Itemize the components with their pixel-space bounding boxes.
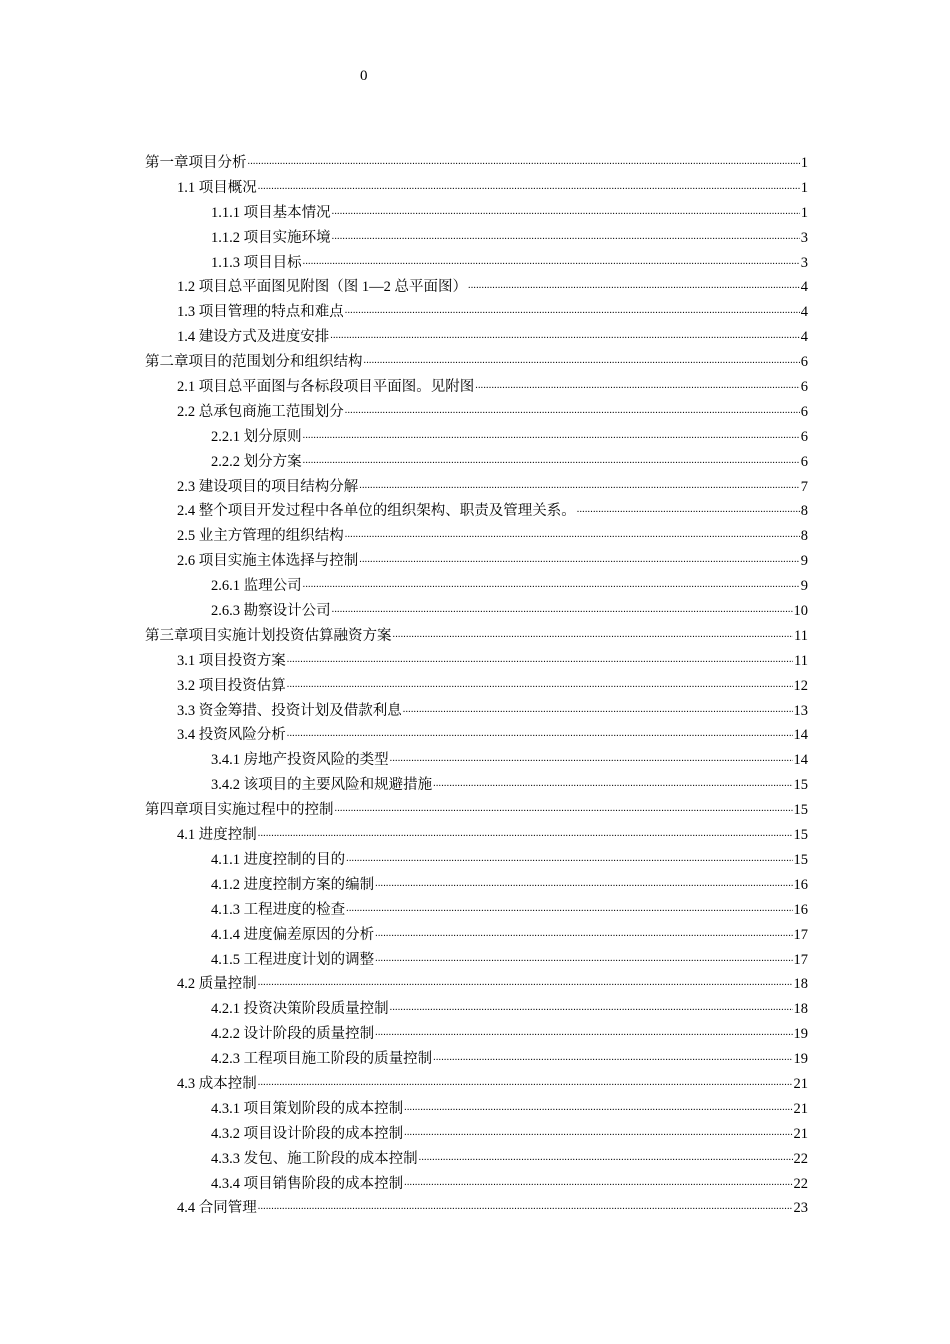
toc-entry-title: 2.6 项目实施主体选择与控制 bbox=[177, 553, 359, 570]
toc-entry-title: 3.4 投资风险分析 bbox=[177, 727, 286, 744]
toc-entry-page: 17 bbox=[793, 926, 808, 943]
toc-dot-leader bbox=[332, 596, 793, 623]
toc-dot-leader bbox=[359, 472, 800, 499]
toc-entry[interactable] bbox=[145, 1196, 808, 1221]
toc-entry-page: 4 bbox=[800, 279, 808, 296]
toc-dot-leader bbox=[332, 198, 800, 225]
toc-entry-title: 4.2.3 工程项目施工阶段的质量控制 bbox=[211, 1051, 433, 1068]
toc-entry-title: 1.1.2 项目实施环境 bbox=[211, 229, 331, 246]
toc-dot-leader bbox=[287, 720, 793, 747]
toc-dot-leader bbox=[359, 546, 800, 573]
toc-entry-page: 10 bbox=[793, 603, 808, 620]
toc-entry-page: 13 bbox=[793, 702, 808, 719]
toc-dot-leader bbox=[258, 820, 793, 847]
toc-entry-page: 22 bbox=[793, 1150, 808, 1167]
toc-dot-leader bbox=[404, 1169, 792, 1196]
toc-dot-leader bbox=[375, 920, 792, 947]
toc-entry-title: 2.2 总承包商施工范围划分 bbox=[177, 403, 344, 420]
toc-dot-leader bbox=[404, 1094, 792, 1121]
toc-entry-title: 1.1.1 项目基本情况 bbox=[211, 204, 331, 221]
toc-entry-title: 4.2.1 投资决策阶段质量控制 bbox=[211, 1001, 389, 1018]
toc-entry-title: 4.1.4 进度偏差原因的分析 bbox=[211, 926, 375, 943]
toc-dot-leader bbox=[364, 347, 800, 374]
toc-entry-title: 2.3 建设项目的项目结构分解 bbox=[177, 478, 359, 495]
toc-entry-title: 4.3.1 项目策划阶段的成本控制 bbox=[211, 1100, 404, 1117]
toc-entry-page: 22 bbox=[793, 1175, 808, 1192]
toc-entry-page: 1 bbox=[800, 179, 808, 196]
toc-entry-page: 18 bbox=[793, 1001, 808, 1018]
toc-dot-leader bbox=[248, 148, 800, 175]
toc-entry-title: 2.1 项目总平面图与各标段项目平面图。见附图 bbox=[177, 379, 475, 396]
toc-entry-page: 6 bbox=[800, 379, 808, 396]
toc-entry-title: 2.6.3 勘察设计公司 bbox=[211, 603, 331, 620]
toc-dot-leader bbox=[345, 521, 800, 548]
toc-entry-title: 第二章项目的范围划分和组织结构 bbox=[145, 354, 363, 371]
toc-entry-title: 2.6.1 监理公司 bbox=[211, 578, 302, 595]
toc-entry-page: 3 bbox=[800, 229, 808, 246]
toc-entry-title: 2.2.1 划分原则 bbox=[211, 428, 302, 445]
toc-dot-leader bbox=[345, 397, 800, 424]
toc-entry-title: 2.4 整个项目开发过程中各单位的组织架构、职责及管理关系。 bbox=[177, 503, 576, 520]
toc-dot-leader bbox=[468, 272, 800, 299]
toc-dot-leader bbox=[345, 297, 800, 324]
toc-entry-title: 4.1.3 工程进度的检查 bbox=[211, 901, 346, 918]
toc-entry-page: 21 bbox=[793, 1125, 808, 1142]
toc-dot-leader bbox=[577, 496, 800, 523]
toc-entry-page: 4 bbox=[800, 329, 808, 346]
toc-dot-leader bbox=[258, 1193, 793, 1220]
toc-entry-page: 4 bbox=[800, 304, 808, 321]
toc-dot-leader bbox=[433, 1044, 792, 1071]
toc-entry-page: 23 bbox=[793, 1200, 808, 1217]
toc-entry-page: 15 bbox=[793, 827, 808, 844]
toc-dot-leader bbox=[335, 795, 793, 822]
toc-entry-title: 4.1.1 进度控制的目的 bbox=[211, 851, 346, 868]
toc-entry-page: 12 bbox=[793, 677, 808, 694]
toc-dot-leader bbox=[404, 1119, 792, 1146]
toc-entry-page: 11 bbox=[794, 627, 808, 644]
toc-entry-page: 1 bbox=[800, 155, 808, 171]
toc-entry-title: 4.3.3 发包、施工阶段的成本控制 bbox=[211, 1150, 418, 1167]
toc-dot-leader bbox=[375, 1019, 792, 1046]
toc-entry-page: 9 bbox=[800, 553, 808, 570]
toc-entry-page: 6 bbox=[800, 428, 808, 445]
toc-entry-page: 14 bbox=[793, 727, 808, 744]
toc-entry-page: 11 bbox=[794, 652, 808, 669]
toc-dot-leader bbox=[303, 422, 800, 449]
toc-dot-leader bbox=[332, 223, 800, 250]
toc-entry-page: 18 bbox=[793, 976, 808, 993]
toc-entry-page: 15 bbox=[793, 851, 808, 868]
toc-entry-title: 4.1 进度控制 bbox=[177, 827, 257, 844]
toc-dot-leader bbox=[390, 745, 793, 772]
toc-dot-leader bbox=[403, 696, 793, 723]
toc-dot-leader bbox=[419, 1144, 793, 1171]
page-number: 0 bbox=[360, 68, 368, 84]
toc-dot-leader bbox=[303, 248, 800, 275]
toc-dot-leader bbox=[433, 770, 792, 797]
toc-dot-leader bbox=[393, 621, 794, 648]
toc-entry-page: 16 bbox=[793, 901, 808, 918]
toc-entry-title: 4.3.2 项目设计阶段的成本控制 bbox=[211, 1125, 404, 1142]
toc-dot-leader bbox=[375, 870, 792, 897]
toc-entry-title: 3.1 项目投资方案 bbox=[177, 652, 286, 669]
toc-entry-page: 3 bbox=[800, 254, 808, 271]
toc-entry-title: 4.2.2 设计阶段的质量控制 bbox=[211, 1026, 375, 1043]
toc-entry-page: 15 bbox=[793, 777, 808, 794]
toc-entry-title: 2.5 业主方管理的组织结构 bbox=[177, 528, 344, 545]
toc-entry-title: 2.2.2 划分方案 bbox=[211, 453, 302, 470]
toc-entry-page: 15 bbox=[793, 802, 808, 819]
toc-entry-title: 第一章项目分析 bbox=[145, 155, 247, 171]
toc-entry-title: 3.2 项目投资估算 bbox=[177, 677, 286, 694]
toc-dot-leader bbox=[258, 1069, 793, 1096]
toc-entry-title: 第三章项目实施计划投资估算融资方案 bbox=[145, 627, 392, 644]
toc-entry-page: 8 bbox=[800, 528, 808, 545]
toc-entry-page: 6 bbox=[800, 453, 808, 470]
toc-entry-page: 9 bbox=[800, 578, 808, 595]
toc-entry-title: 第四章项目实施过程中的控制 bbox=[145, 802, 334, 819]
toc-entry-page: 14 bbox=[793, 752, 808, 769]
toc-dot-leader bbox=[390, 994, 793, 1021]
toc-dot-leader bbox=[375, 945, 792, 972]
toc-entry-title: 4.3 成本控制 bbox=[177, 1075, 257, 1092]
toc-entry-title: 1.3 项目管理的特点和难点 bbox=[177, 304, 344, 321]
toc-entry-title: 4.1.2 进度控制方案的编制 bbox=[211, 876, 375, 893]
toc-dot-leader bbox=[303, 571, 800, 598]
toc-entry-page: 19 bbox=[793, 1026, 808, 1043]
toc-dot-leader bbox=[287, 671, 793, 698]
toc-entry-title: 4.2 质量控制 bbox=[177, 976, 257, 993]
toc-entry-page: 8 bbox=[800, 503, 808, 520]
toc-entry-title: 3.3 资金筹措、投资计划及借款利息 bbox=[177, 702, 402, 719]
toc-entry-title: 1.1 项目概况 bbox=[177, 179, 257, 196]
toc-entry-page: 17 bbox=[793, 951, 808, 968]
toc-entry-page: 6 bbox=[800, 354, 808, 371]
toc-dot-leader bbox=[258, 173, 800, 200]
toc-entry-title: 3.4.1 房地产投资风险的类型 bbox=[211, 752, 389, 769]
table-of-contents bbox=[145, 151, 808, 1221]
toc-entry-page: 7 bbox=[800, 478, 808, 495]
toc-entry-title: 1.1.3 项目目标 bbox=[211, 254, 302, 271]
toc-dot-leader bbox=[258, 969, 793, 996]
toc-entry-title: 4.3.4 项目销售阶段的成本控制 bbox=[211, 1175, 404, 1192]
toc-dot-leader bbox=[330, 322, 800, 349]
toc-dot-leader bbox=[303, 447, 800, 474]
toc-dot-leader bbox=[475, 372, 800, 399]
toc-dot-leader bbox=[287, 646, 793, 673]
toc-entry-page: 21 bbox=[793, 1075, 808, 1092]
toc-entry-title: 4.4 合同管理 bbox=[177, 1200, 257, 1217]
toc-dot-leader bbox=[346, 845, 792, 872]
toc-dot-leader bbox=[346, 895, 792, 922]
toc-entry-title: 3.4.2 该项目的主要风险和规避措施 bbox=[211, 777, 433, 794]
toc-entry-page: 6 bbox=[800, 403, 808, 420]
toc-entry-title: 4.1.5 工程进度计划的调整 bbox=[211, 951, 375, 968]
toc-entry-title: 1.2 项目总平面图见附图（图 1—2 总平面图） bbox=[177, 279, 467, 296]
toc-entry-page: 1 bbox=[800, 204, 808, 221]
toc-entry-page: 19 bbox=[793, 1051, 808, 1068]
toc-entry-page: 21 bbox=[793, 1100, 808, 1117]
toc-entry-page: 16 bbox=[793, 876, 808, 893]
toc-entry-title: 1.4 建设方式及进度安排 bbox=[177, 329, 330, 346]
